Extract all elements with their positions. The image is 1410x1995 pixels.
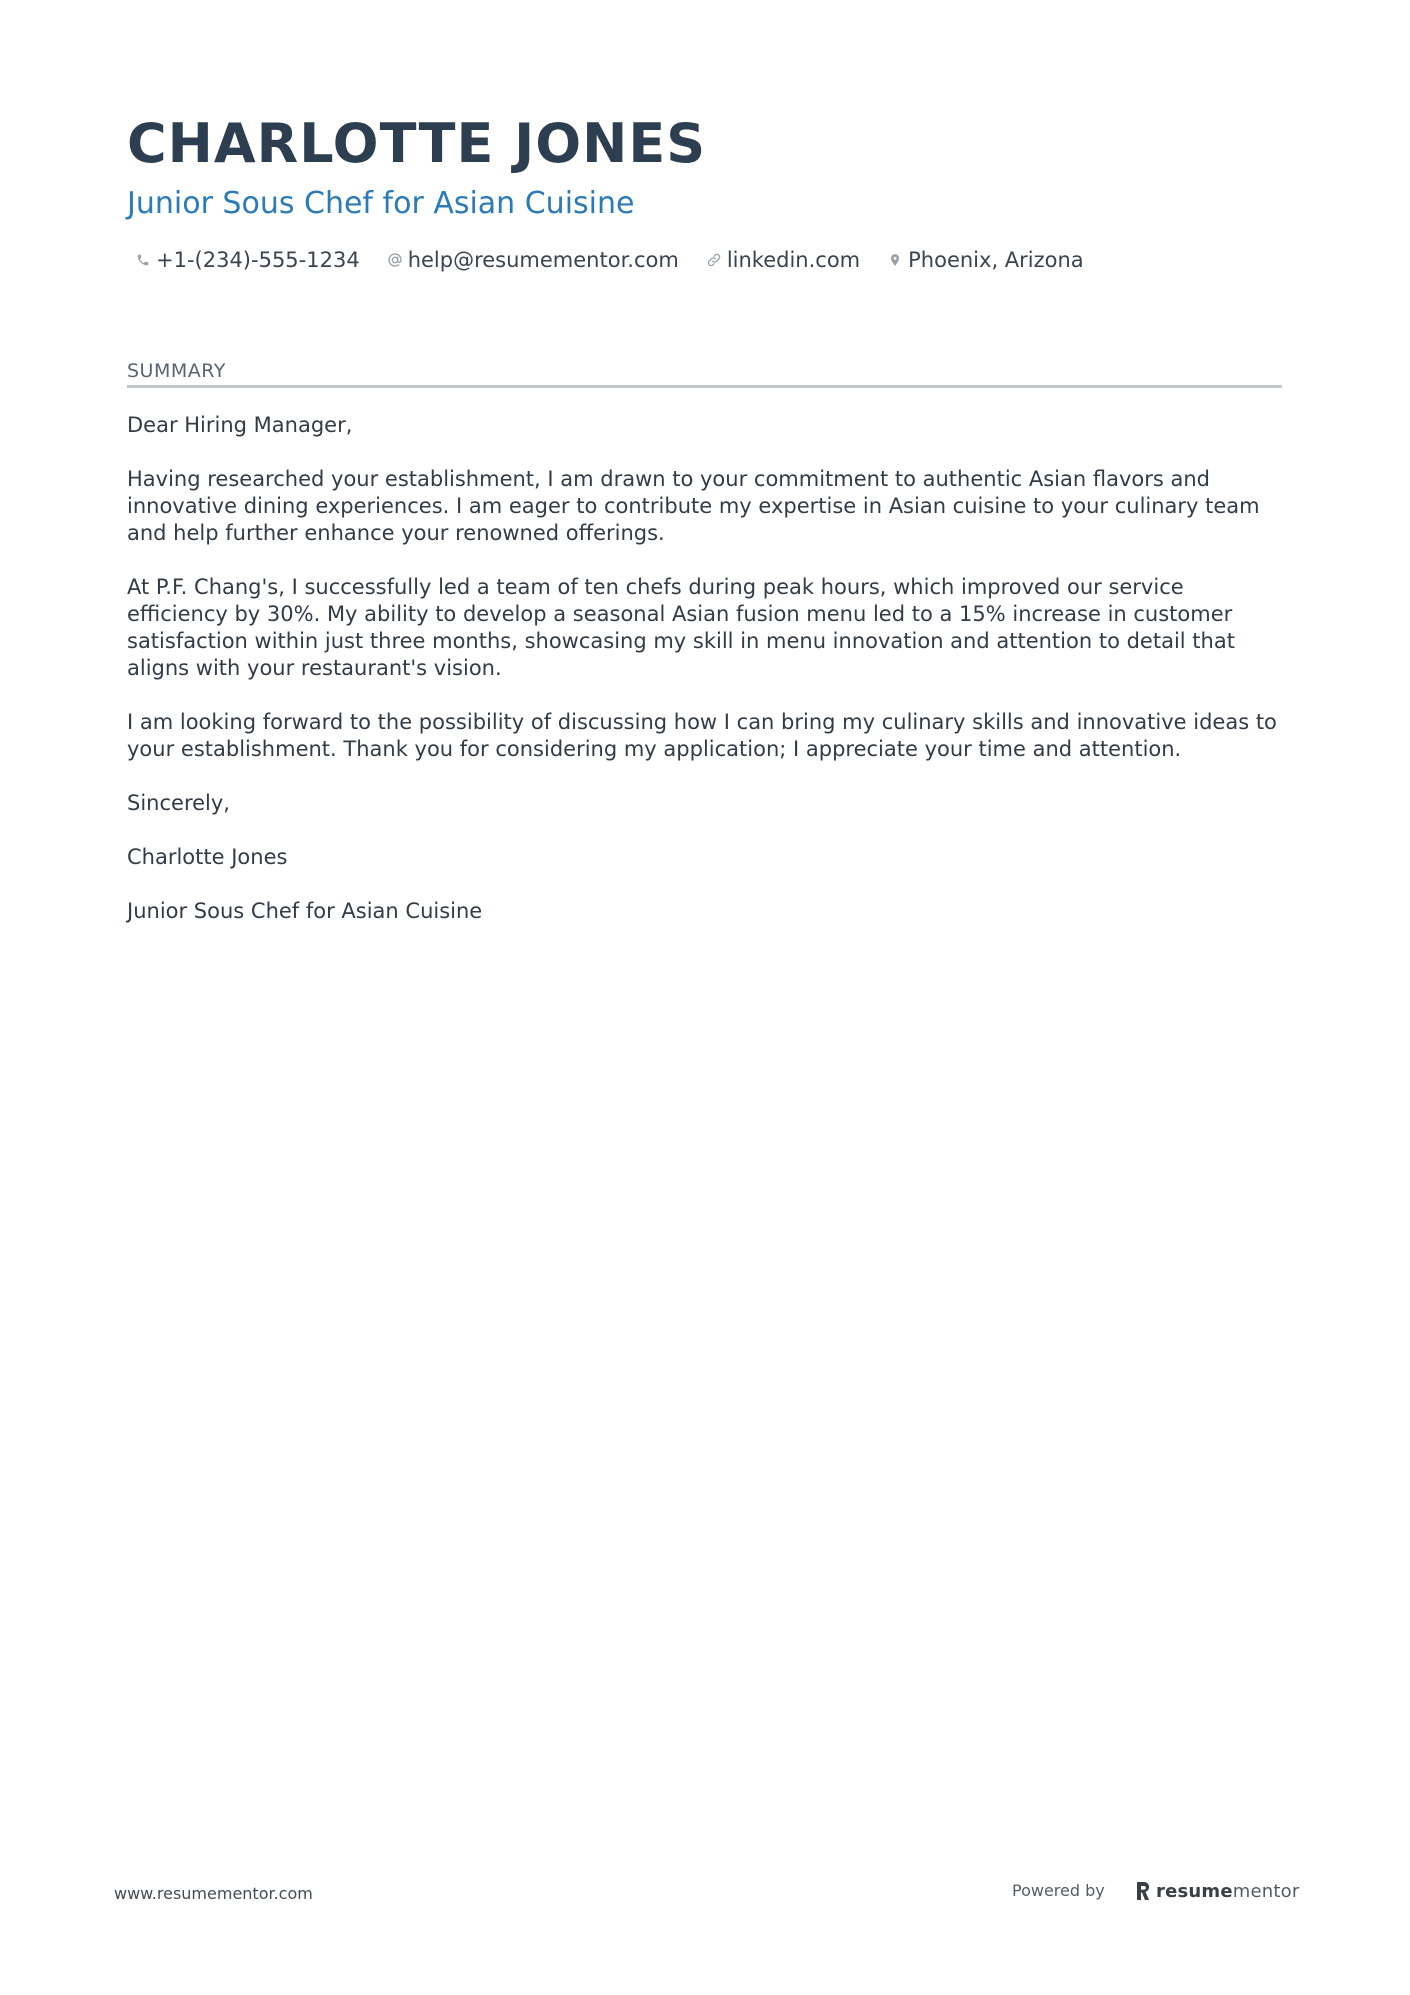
contact-linkedin[interactable] [705,248,860,272]
letter-salutation: Dear Hiring Manager, [127,413,353,437]
contact-email[interactable] [386,248,679,272]
section-title-summary: SUMMARY [127,360,226,382]
letter-paragraph: Having researched your establishment, I am drawn to your commitment to authentic Asian flavors and innovative dining experiences. I am eager to contribute my expertise in Asian cuisine to your culinary team and help further enhance your renowned offerings. [127,467,1260,545]
link-icon [705,251,723,269]
contact-linkedin-text: linkedin.com [726,248,861,272]
location-pin-icon [886,251,904,269]
brand-wordmark [1156,1881,1299,1902]
phone-icon [134,251,152,269]
letter-closing: Sincerely, [127,791,230,815]
contact-email-text: help@resumementor.com [407,248,679,272]
contact-phone[interactable] [134,248,360,272]
signature-name: Charlotte Jones [127,845,288,869]
candidate-job-title: Junior Sous Chef for Asian Cuisine [127,186,635,221]
candidate-name: CHARLOTTE JONES [127,112,707,175]
contact-phone-text: +1-(234)-555-1234 [156,248,360,272]
letter-body [127,412,1287,952]
letter-paragraph: At P.F. Chang's, I successfully led a team of ten chefs during peak hours, which improved our service efficiency by 30%. My ability to develop a seasonal Asian fusion menu led to a 15% increase in customer satisfaction within just three months, showcasing my skill in menu innovation and attention to detail that aligns with your restaurant's vision. [127,575,1235,680]
contact-location [886,248,1084,272]
footer-website-link[interactable]: www.resumementor.com [114,1884,313,1903]
letter-paragraph: I am looking forward to the possibility of discussing how I can bring my culinary skills and innovative ideas to your establishment. Thank you for considering my application; I appreciate your time and attention. [127,710,1277,761]
contact-bar [134,244,1110,276]
at-icon [386,251,404,269]
footer-powered-by: Powered by [1012,1881,1105,1900]
signature-title: Junior Sous Chef for Asian Cuisine [127,899,483,923]
brand-wordmark-light: mentor [1232,1880,1300,1902]
brand-mark-icon [1134,1880,1152,1902]
brand-logo[interactable] [1134,1877,1299,1905]
brand-wordmark-bold: resume [1156,1880,1233,1902]
contact-location-text: Phoenix, Arizona [908,248,1084,272]
section-divider [127,385,1282,388]
